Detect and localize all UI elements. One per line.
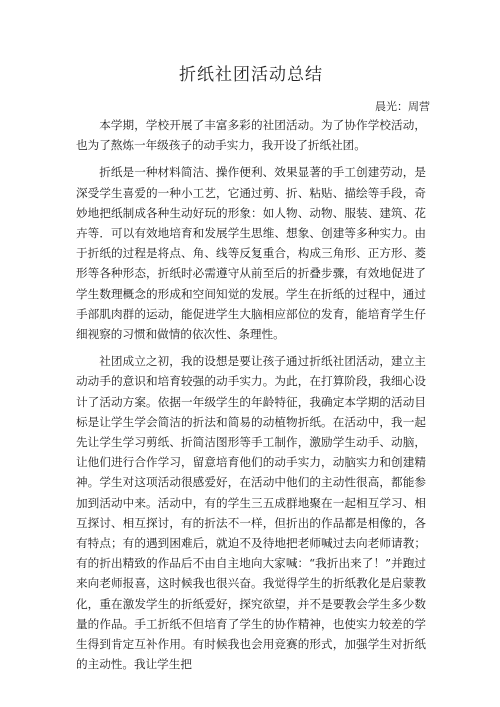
paragraph: 社团成立之初，我的设想是要让孩子通过折纸社团活动，建立主动动手的意识和培育较强的动手实力。为此，在打算阶段，我细心设计了活动方案。依据一年级学生的年龄特征，我确定本学期的活动目标是让学生学会简洁的折法和简易的动植物折纸。在活动中，我一起先让学生学习剪纸、折简洁图形等手工制作，激励学生动手、动脑，让他们进行合作学习，留意培育他们的动手实力，动脑实力和创建精神。学生对这项活动很感爱好，在活动中他们的主动性很高，都能参加到活动中来。活动中，有的学生三五成群地聚在一起相互学习、相互探讨、相互探讨，有的折法不一样，但折出的作品都是相像的，各有特点；有的遇到困难后，就迫不及待地把老师喊过去向老师请教；有的折出精致的作品后不由自主地向大家喊：“我折出来了！”并跑过来向老师报喜，这时候我也很兴奋。我觉得学生的折纸教化是启蒙教化，重在激发学生的折纸爱好，探究欲望，并不是要教会学生多少数量的作品。手工折纸不但培育了学生的协作精神，也使实力较差的学生得到肯定互补作用。有时候我也会用竞赛的形式，加强学生对折纸的主动性。我让学生把 (76, 354, 426, 672)
document-body (76, 115, 426, 681)
document-page (76, 0, 430, 707)
author-line: 晨光：周营 (375, 100, 430, 113)
paragraph: 本学期，学校开展了丰富多彩的社团活动。为了协作学校活动，也为了熬炼一年级孩子的动手实力，我开设了折纸社团。 (76, 118, 426, 153)
paragraph: 折纸是一种材料简洁、操作便利、效果显著的手工创建劳动，是深受学生喜爱的一种小工艺，它通过剪、折、粘贴、描绘等手段，奇妙地把纸制成各种生动好玩的形象：如人物、动物、服装、建筑、花卉等．可以有效地培育和发展学生思维、想象、创建等多种实力。由于折纸的过程是将点、角、线等反复重合，构成三角形、正方形、菱形等各种形态，折纸时必需遵守从前至后的折叠步骤，有效地促进了学生数理概念的形成和空间知觉的发展。学生在折纸的过程中，通过手部肌肉群的运动，能促进学生大脑相应部位的发育，能培育学生仔细视察的习惯和做情的依次性、条理性。 (76, 165, 426, 342)
document-title: 折纸社团活动总结 (179, 65, 323, 85)
